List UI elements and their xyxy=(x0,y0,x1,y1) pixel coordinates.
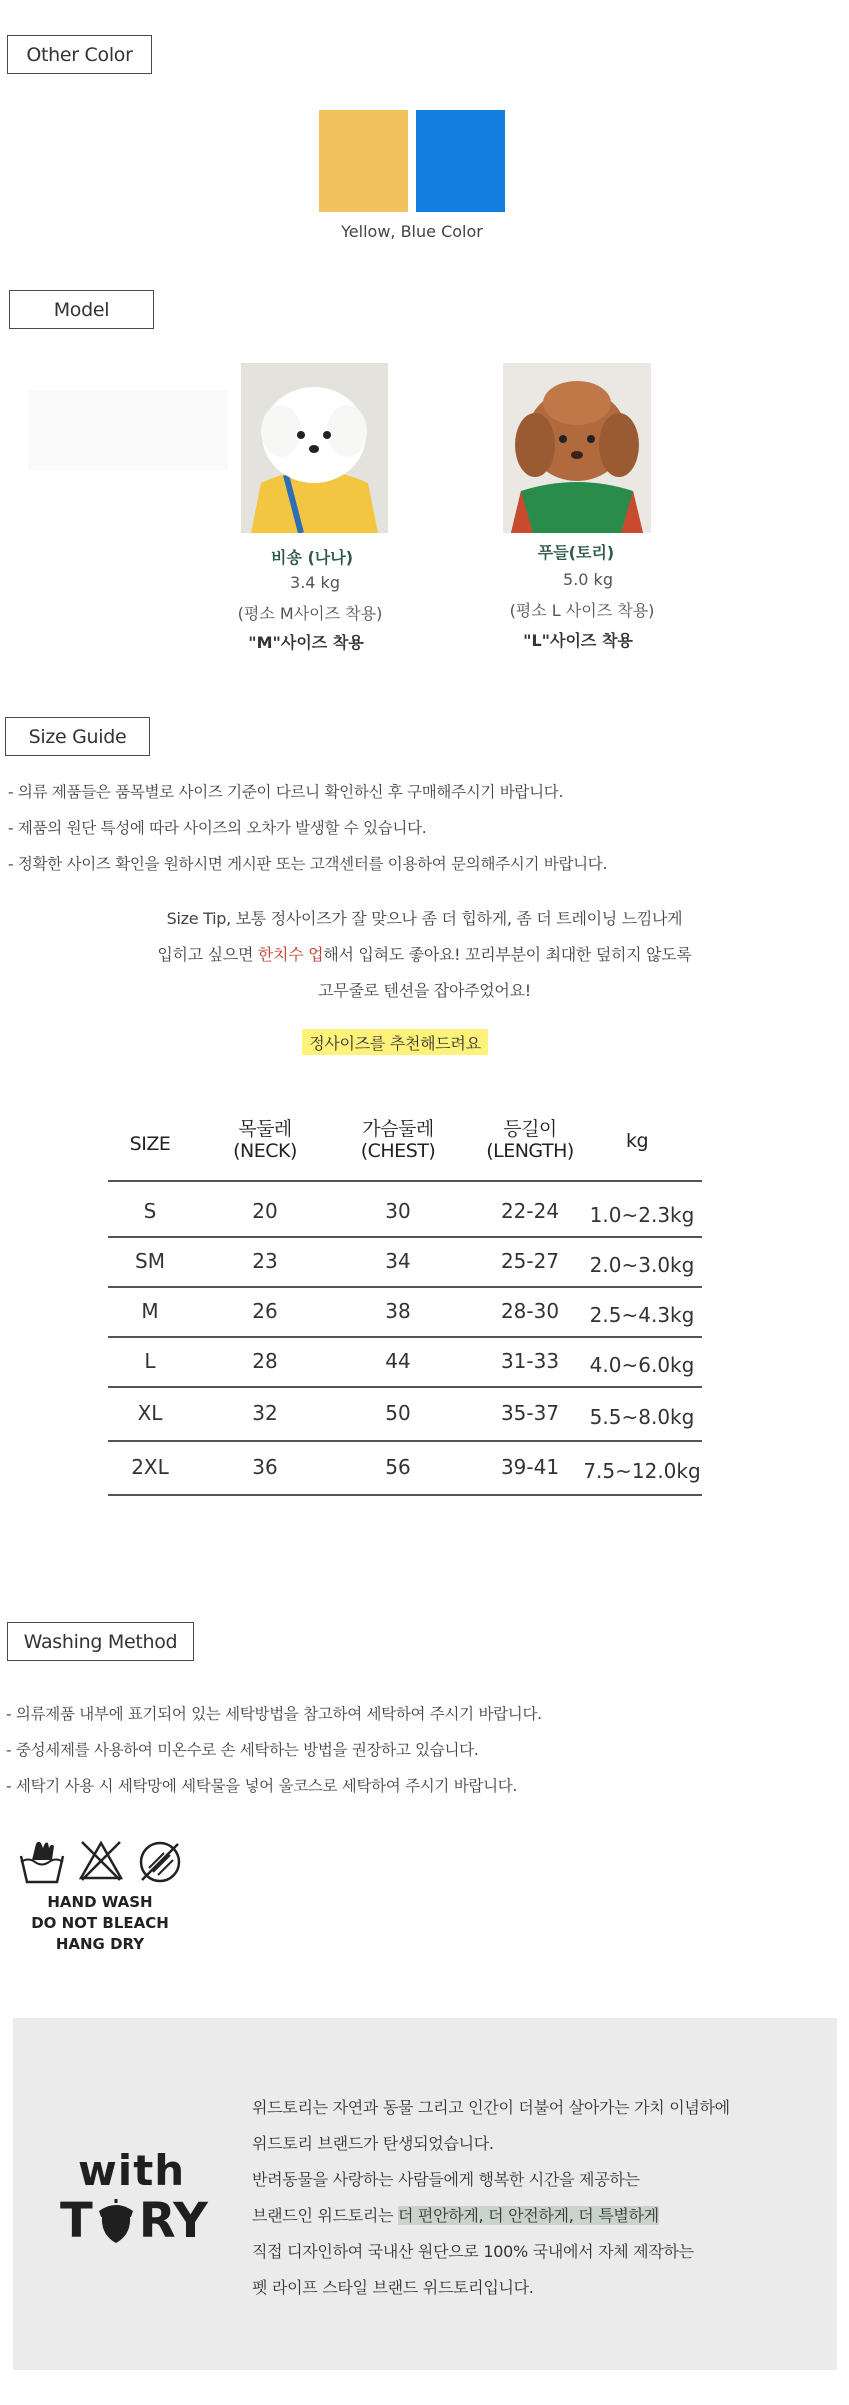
logo-with: with xyxy=(78,2146,186,2195)
cell-chest: 56 xyxy=(385,1455,411,1479)
size-note-2: - 제품의 원단 특성에 따라 사이즈의 오차가 발생할 수 있습니다. xyxy=(8,819,427,837)
table-header-rule xyxy=(108,1180,702,1182)
model-2-usual-size: (평소 L 사이즈 착용) xyxy=(509,601,655,620)
table-header-length: 등길이 (LENGTH) xyxy=(486,1118,574,1162)
cell-length: 22-24 xyxy=(500,1199,560,1223)
poodle-model-photo xyxy=(503,363,651,533)
other-color-heading: Other Color xyxy=(7,35,152,74)
cell-neck: 32 xyxy=(252,1401,278,1425)
table-header-size: SIZE xyxy=(129,1133,171,1155)
cell-chest: 34 xyxy=(385,1249,411,1273)
cell-kg: 4.0~6.0kg xyxy=(589,1353,695,1377)
size-note-3: - 정확한 사이즈 확인을 원하시면 게시판 또는 고객센터를 이용하여 문의해주시기 바랍니다. xyxy=(8,855,608,873)
washing-method-heading: Washing Method xyxy=(7,1622,194,1661)
cell-size: XL xyxy=(137,1401,163,1425)
table-row xyxy=(108,1286,702,1336)
size-tip-line-1: Size Tip, 보통 정사이즈가 잘 맞으나 좀 더 힙하게, 좀 더 트레이닝 느낌나게 xyxy=(166,909,683,928)
cell-kg: 2.5~4.3kg xyxy=(589,1303,695,1327)
table-row-rule xyxy=(108,1494,702,1496)
cell-kg: 1.0~2.3kg xyxy=(589,1203,695,1227)
cell-kg: 5.5~8.0kg xyxy=(589,1405,695,1429)
bichon-model-photo xyxy=(241,363,388,533)
cell-size: L xyxy=(144,1349,156,1373)
model-2-wearing-size: "L"사이즈 착용 xyxy=(523,631,633,650)
cell-size: M xyxy=(141,1299,159,1323)
table-row xyxy=(108,1336,702,1386)
cell-size: SM xyxy=(135,1249,165,1273)
brand-line-1: 위드토리는 자연과 동물 그리고 인간이 더불어 살아가는 가치 이념하에 xyxy=(252,2098,730,2117)
model-1-wearing-size: "M"사이즈 착용 xyxy=(248,633,364,652)
size-tip-line-2: 입히고 싶으면 한치수 업해서 입혀도 좋아요! 꼬리부분이 최대한 덮히지 않도록 xyxy=(157,945,692,964)
cell-size: S xyxy=(143,1199,157,1223)
cell-length: 28-30 xyxy=(500,1299,560,1323)
model-2-weight: 5.0 kg xyxy=(563,570,613,589)
table-row xyxy=(108,1186,702,1236)
table-header-neck: 목둘레 (NECK) xyxy=(233,1118,297,1162)
cell-neck: 20 xyxy=(252,1199,278,1223)
do-not-bleach-icon xyxy=(78,1838,124,1884)
cell-length: 35-37 xyxy=(500,1401,560,1425)
brand-highlight: 더 편안하게, 더 안전하게, 더 특별하게 xyxy=(397,2206,659,2225)
washing-note-1: - 의류제품 내부에 표기되어 있는 세탁방법을 참고하여 세탁하여 주시기 바랍니다. xyxy=(6,1705,542,1723)
cell-length: 39-41 xyxy=(500,1455,560,1479)
cell-neck: 23 xyxy=(252,1249,278,1273)
cell-neck: 28 xyxy=(252,1349,278,1373)
recommend-badge: 정사이즈를 추천해드려요 xyxy=(302,1029,488,1055)
brand-line-2: 위드토리 브랜드가 탄생되었습니다. xyxy=(252,2134,494,2153)
cell-length: 25-27 xyxy=(500,1249,560,1273)
washing-note-2: - 중성세제를 사용하여 미온수로 손 세탁하는 방법을 권장하고 있습니다. xyxy=(6,1741,479,1759)
brand-line-3: 반려동물을 사랑하는 사람들에게 행복한 시간을 제공하는 xyxy=(252,2170,640,2189)
table-row xyxy=(108,1440,702,1494)
cell-kg: 7.5~12.0kg xyxy=(583,1459,701,1483)
size-tip-line-3: 고무줄로 텐션을 잡아주었어요! xyxy=(318,981,531,1000)
care-label-hang-dry: HANG DRY xyxy=(55,1935,145,1953)
model-1-weight: 3.4 kg xyxy=(290,573,340,592)
cell-chest: 38 xyxy=(385,1299,411,1323)
cell-chest: 50 xyxy=(385,1401,411,1425)
cell-neck: 36 xyxy=(252,1455,278,1479)
model-1-name: 비숑 (나나) xyxy=(270,548,354,567)
brand-line-4: 브랜드인 위드토리는 더 편안하게, 더 안전하게, 더 특별하게 xyxy=(252,2206,659,2225)
table-row xyxy=(108,1386,702,1440)
size-guide-heading: Size Guide xyxy=(5,717,150,756)
care-label-hand-wash: HAND WASH xyxy=(47,1893,153,1911)
yellow-color-swatch xyxy=(319,110,408,212)
cell-length: 31-33 xyxy=(500,1349,560,1373)
cell-chest: 44 xyxy=(385,1349,411,1373)
color-caption: Yellow, Blue Color xyxy=(341,222,483,241)
care-label-do-not-bleach: DO NOT BLEACH xyxy=(31,1914,169,1932)
size-note-1: - 의류 제품들은 품목별로 사이즈 기준이 다르니 확인하신 후 구매해주시기 바랍니다. xyxy=(8,783,564,801)
blue-color-swatch xyxy=(416,110,505,212)
cell-size: 2XL xyxy=(131,1455,169,1479)
cell-neck: 26 xyxy=(252,1299,278,1323)
logo-tory: T RY xyxy=(60,2193,208,2249)
model-2-name: 푸들(토리) xyxy=(537,543,615,562)
faint-background-shape xyxy=(28,390,228,470)
model-1-usual-size: (평소 M사이즈 착용) xyxy=(237,604,383,623)
model-heading: Model xyxy=(9,290,154,329)
table-row xyxy=(108,1236,702,1286)
cell-kg: 2.0~3.0kg xyxy=(589,1253,695,1277)
do-not-tumble-dry-icon xyxy=(136,1838,184,1886)
table-header-chest: 가슴둘레 (CHEST) xyxy=(360,1118,436,1162)
brand-line-5: 직접 디자인하여 국내산 원단으로 100% 국내에서 자체 제작하는 xyxy=(252,2242,694,2261)
brand-line-6: 펫 라이프 스타일 브랜드 위드토리입니다. xyxy=(252,2278,534,2297)
hand-wash-icon xyxy=(18,1838,66,1886)
acorn-logo-icon xyxy=(95,2197,137,2245)
table-header-kg: kg xyxy=(625,1130,649,1152)
cell-chest: 30 xyxy=(385,1199,411,1223)
washing-note-3: - 세탁기 사용 시 세탁망에 세탁물을 넣어 울코스로 세탁하여 주시기 바랍니다. xyxy=(6,1777,518,1795)
size-up-highlight: 한치수 업 xyxy=(257,945,324,964)
